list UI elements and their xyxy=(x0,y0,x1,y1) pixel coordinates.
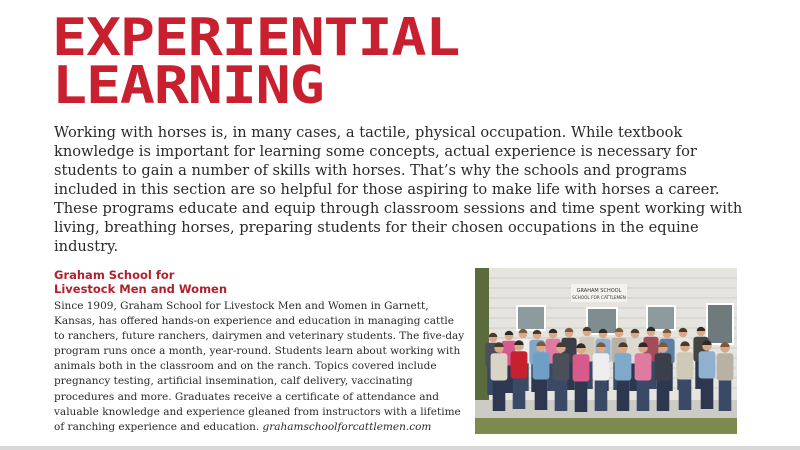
title-line-1: EXPERIENTIAL xyxy=(52,8,460,68)
section-body xyxy=(54,299,466,435)
bottom-rule xyxy=(0,446,800,450)
sign-text-2: SCHOOL FOR CATTLEMEN xyxy=(572,295,626,300)
intro-paragraph: Working with horses is, in many cases, a tactile, physical occupation. While textbook knowledge is important for learning some concepts, actual experience is necessary for students to gain a number of skills with horses. That’s why the schools and programs included in this section are so helpful for those aspiring to make life with horses a career. These programs educate and equip through classroom sessions and time spent working with living, breathing horses, preparing students for their chosen occupations in the equine industry. xyxy=(54,124,743,255)
section-body-text: Since 1909, Graham School for Livestock Men and Women in Garnett, Kansas, has offered hands-on experience and education in managing cattle to ranchers, future ranchers, dairymen and veterinary students. The five-day program runs once a month, year-round. Students learn about working with animals both in the classroom and on the ranch. Topics covered include pregnancy testing, artificial insemination, calf delivery, vaccinating procedures and more. Graduates receive a certificate of attendance and valuable knowledge and experience gleaned from instructors with a lifetime of ranching experience and education. xyxy=(54,300,465,433)
section-heading xyxy=(54,268,227,296)
page-title xyxy=(52,8,460,116)
section-heading-line-1: Graham School for xyxy=(54,268,175,282)
group-photo xyxy=(475,268,737,434)
sign-text-1: GRAHAM SCHOOL xyxy=(576,288,622,294)
school-website-link[interactable]: grahamschoolforcattlemen.com xyxy=(262,420,432,433)
group-photo-illustration xyxy=(475,268,737,434)
section-heading-line-2: Livestock Men and Women xyxy=(54,282,228,296)
title-line-2: LEARNING xyxy=(52,56,324,116)
